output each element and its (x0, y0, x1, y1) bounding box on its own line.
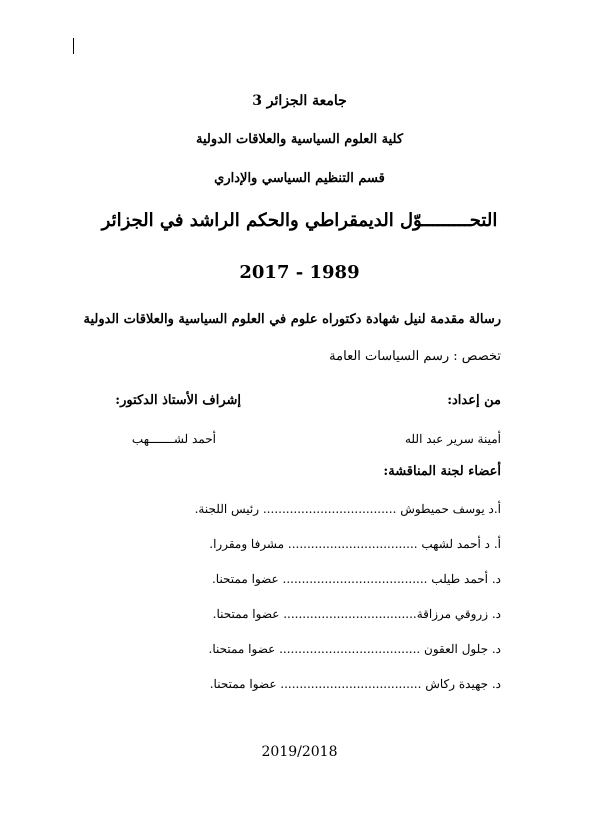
faculty-name: كلية العلوم السياسية والعلاقات الدولية (195, 132, 404, 147)
text-cursor (73, 38, 74, 54)
committee-heading: أعضاء لجنة المناقشة: (383, 464, 501, 479)
department-name: قسم التنظيم السياسي والإداري (214, 171, 385, 186)
author-name: أمينة سرير عبد الله (405, 432, 501, 446)
committee-member: أ.د يوسف حميطوش ................................... رئيس اللجنة. (194, 502, 501, 516)
committee-member: أ. د أحمد لشهب .................................. مشرفا ومقررا. (209, 537, 501, 551)
thesis-description: رسالة مقدمة لنيل شهادة دكتوراه علوم في العلوم السياسية والعلاقات الدولية (83, 312, 501, 327)
committee-member: د. زروقي مرزاقة................................... عضوا ممتحنا. (212, 607, 501, 621)
specialization: تخصص : رسم السياسات العامة (329, 349, 501, 364)
thesis-title: التحـــــــــوّل الديمقراطي والحكم الراشد في الجزائر (101, 210, 498, 231)
committee-member: د. جلول العقون ..................................... عضوا ممتحنا. (208, 642, 501, 656)
supervisor-name: أحمد لشـــــــهب (131, 432, 216, 446)
prepared-by-label: من إعداد: (447, 393, 501, 408)
supervisor-label: إشراف الأستاذ الدكتور: (115, 393, 241, 408)
committee-member: د. جهيدة ركاش ..................................... عضوا ممتحنا. (209, 677, 501, 691)
academic-year: 2019/2018 (261, 744, 338, 760)
committee-member: د. أحمد طيلب ...................................... عضوا ممتحنا. (211, 572, 501, 586)
university-name: جامعة الجزائر 3 (252, 93, 347, 109)
thesis-period: 1989 - 2017 (239, 262, 360, 283)
